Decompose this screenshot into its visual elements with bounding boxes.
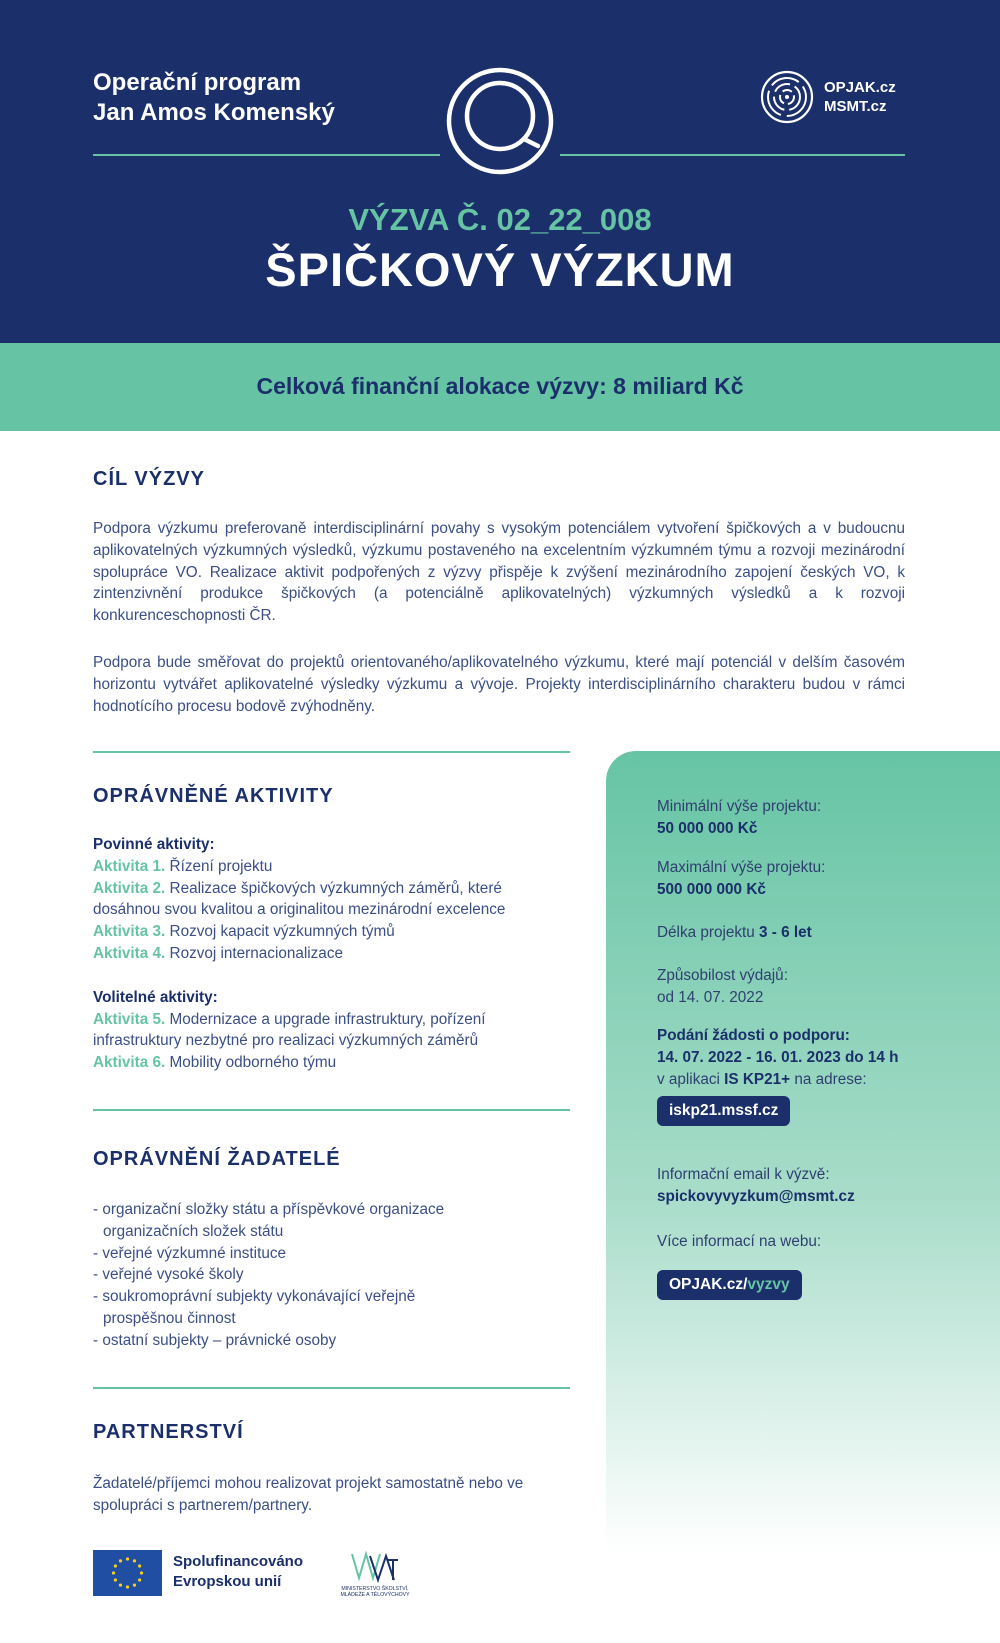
- max-amount-value: 500 000 000 Kč: [657, 880, 766, 898]
- eligibility-label: Způsobilost výdajů:: [657, 967, 788, 984]
- list-item: - organizační složky státu a příspěvkové organizace: [93, 1201, 445, 1218]
- activity-item: [93, 878, 568, 922]
- activities-heading: OPRÁVNĚNÉ AKTIVITY: [93, 785, 334, 807]
- eu-text-line2: Evropskou unií: [173, 1573, 282, 1590]
- activity-number: Aktivita 5.: [93, 1010, 166, 1028]
- info-sidebar: [606, 751, 1000, 1554]
- goal-paragraph-2: Podpora bude směřovat do projektů orientovaného/aplikovatelného výzkumu, které mají potenciál v delším časovém horizontu vytvářet aplikovatelné výsledky výzkumu a vývoje. Projekty interdisciplinárního charakteru budou v rámci hodnotícího procesu bodově zvýhodněny.: [93, 654, 905, 715]
- msmt-logo-icon: [326, 1548, 424, 1600]
- submission-label: Podání žádosti o podporu:: [657, 1027, 850, 1044]
- list-item: - veřejné výzkumné instituce: [93, 1244, 286, 1262]
- contact-email: [657, 1164, 855, 1208]
- submission-app: IS KP21+: [724, 1070, 791, 1088]
- activity-text: Rozvoj kapacit výzkumných týmů: [169, 923, 395, 941]
- program-title-line2: Jan Amos Komenský: [93, 99, 335, 126]
- iskp-link-button[interactable]: iskp21.mssf.cz: [657, 1096, 790, 1126]
- section-divider: [93, 751, 570, 753]
- project-duration: [657, 922, 812, 944]
- activity-text: Modernizace a upgrade infrastruktury, pořízení infrastruktury nezbytné pro realizaci výzkumných záměrů: [93, 1010, 486, 1050]
- goal-heading: CÍL VÝZVY: [93, 468, 205, 490]
- duration-label: Délka projektu: [657, 924, 755, 941]
- web-info-label: Více informací na webu:: [657, 1233, 822, 1250]
- email-link[interactable]: spickovyvyzkum@msmt.cz: [657, 1187, 855, 1205]
- min-amount: [657, 796, 821, 840]
- program-title-line1: Operační program: [93, 69, 302, 96]
- web-link-main: OPJAK.cz/: [669, 1276, 748, 1293]
- eu-flag-icon: [93, 1550, 162, 1596]
- allocation-band: [0, 343, 1000, 431]
- activity-item: [93, 1052, 568, 1074]
- header-banner: [0, 0, 1000, 343]
- submission-app-suffix: na adrese:: [794, 1070, 867, 1088]
- eligibility-value: od 14. 07. 2022: [657, 988, 764, 1006]
- activity-number: Aktivita 1.: [93, 857, 166, 875]
- submission-app-prefix: v aplikaci: [657, 1070, 720, 1088]
- email-label: Informační email k výzvě:: [657, 1166, 830, 1183]
- activity-item: [93, 1009, 568, 1053]
- activity-item: [93, 943, 568, 965]
- msmt-link[interactable]: MSMT.cz: [824, 98, 887, 115]
- submission-info: [657, 1025, 899, 1090]
- activity-number: Aktivita 3.: [93, 923, 166, 941]
- web-link-button[interactable]: [657, 1270, 802, 1300]
- list-item: - veřejné vysoké školy: [93, 1266, 244, 1284]
- header-divider-right: [560, 154, 905, 156]
- opjak-link[interactable]: OPJAK.cz: [824, 79, 896, 96]
- activity-item: [93, 856, 568, 878]
- submission-dates: 14. 07. 2022 - 16. 01. 2023 do 14 h: [657, 1048, 899, 1066]
- header-divider-left: [93, 154, 440, 156]
- list-item: organizačních složek státu: [103, 1222, 284, 1240]
- activity-number: Aktivita 2.: [93, 879, 166, 897]
- eu-cofinanced-text: [173, 1552, 303, 1592]
- activities-list: [93, 834, 568, 1074]
- list-item: - ostatní subjekty – právnické osoby: [93, 1331, 337, 1349]
- activity-text: Rozvoj internacionalizace: [169, 944, 343, 962]
- applicants-heading: OPRÁVNĚNÍ ŽADATELÉ: [93, 1148, 341, 1170]
- optional-activities-label: Volitelné aktivity:: [93, 988, 218, 1006]
- section-divider: [93, 1109, 570, 1111]
- activity-text: Řízení projektu: [169, 857, 273, 875]
- partnership-text: Žadatelé/příjemci mohou realizovat projekt samostatně nebo ve spolupráci s partnerem/partnery.: [93, 1475, 524, 1514]
- min-amount-label: Minimální výše projektu:: [657, 798, 822, 815]
- activity-number: Aktivita 6.: [93, 1054, 166, 1072]
- activity-text: Realizace špičkových výzkumných záměrů, které dosáhnou svou kvalitou a originalitou mezinárodní excelence: [93, 879, 506, 919]
- msmt-caption-line1: MINISTERSTVO ŠKOLSTVÍ,: [341, 1586, 409, 1592]
- call-code: VÝZVA Č. 02_22_008: [348, 202, 652, 237]
- mandatory-activities-label: Povinné aktivity:: [93, 836, 215, 853]
- duration-value: 3 - 6 let: [759, 924, 812, 941]
- program-title: [93, 68, 335, 128]
- applicants-list: [93, 1199, 568, 1352]
- web-link-accent: vyzvy: [747, 1276, 790, 1293]
- list-item: - soukromoprávní subjekty vykonávající veřejně: [93, 1288, 416, 1306]
- min-amount-value: 50 000 000 Kč: [657, 819, 758, 837]
- max-amount-label: Maximální výše projektu:: [657, 859, 826, 876]
- magnifier-logo-icon: [444, 66, 556, 176]
- expense-eligibility: [657, 965, 788, 1009]
- activity-text: Mobility odborného týmu: [169, 1054, 337, 1072]
- activity-item: [93, 921, 568, 943]
- allocation-text: Celková finanční alokace výzvy: 8 miliard Kč: [256, 373, 744, 399]
- section-divider: [93, 1387, 570, 1389]
- labyrinth-logo-icon: [760, 70, 814, 124]
- goal-paragraph-1: Podpora výzkumu preferovaně interdisciplinární povahy s vysokým potenciálem vytvoření špičkových a v budoucnu aplikovatelných výzkumných výsledků, výzkumu postaveného na excelentním výzkumném týmu a rozvoji mezinárodní spolupráce VO. Realizace aktivit podpořených z výzvy přispěje k zvýšení mezinárodního zapojení českých VO, k zintenzivnění produkce špičkových (a potenciálně aplikovatelných) výzkumných výsledků a k rozvoji konkurenceschopnosti ČR.: [93, 520, 905, 625]
- list-item: prospěšnou činnost: [103, 1309, 236, 1327]
- call-title: ŠPIČKOVÝ VÝZKUM: [265, 243, 735, 296]
- msmt-caption-line2: MLÁDEŽE A TĚLOVÝCHOVY: [340, 1592, 410, 1598]
- eu-text-line1: Spolufinancováno: [173, 1553, 304, 1570]
- header-links: [824, 78, 896, 116]
- partnership-heading: PARTNERSTVÍ: [93, 1421, 244, 1443]
- max-amount: [657, 857, 825, 901]
- activity-number: Aktivita 4.: [93, 944, 166, 962]
